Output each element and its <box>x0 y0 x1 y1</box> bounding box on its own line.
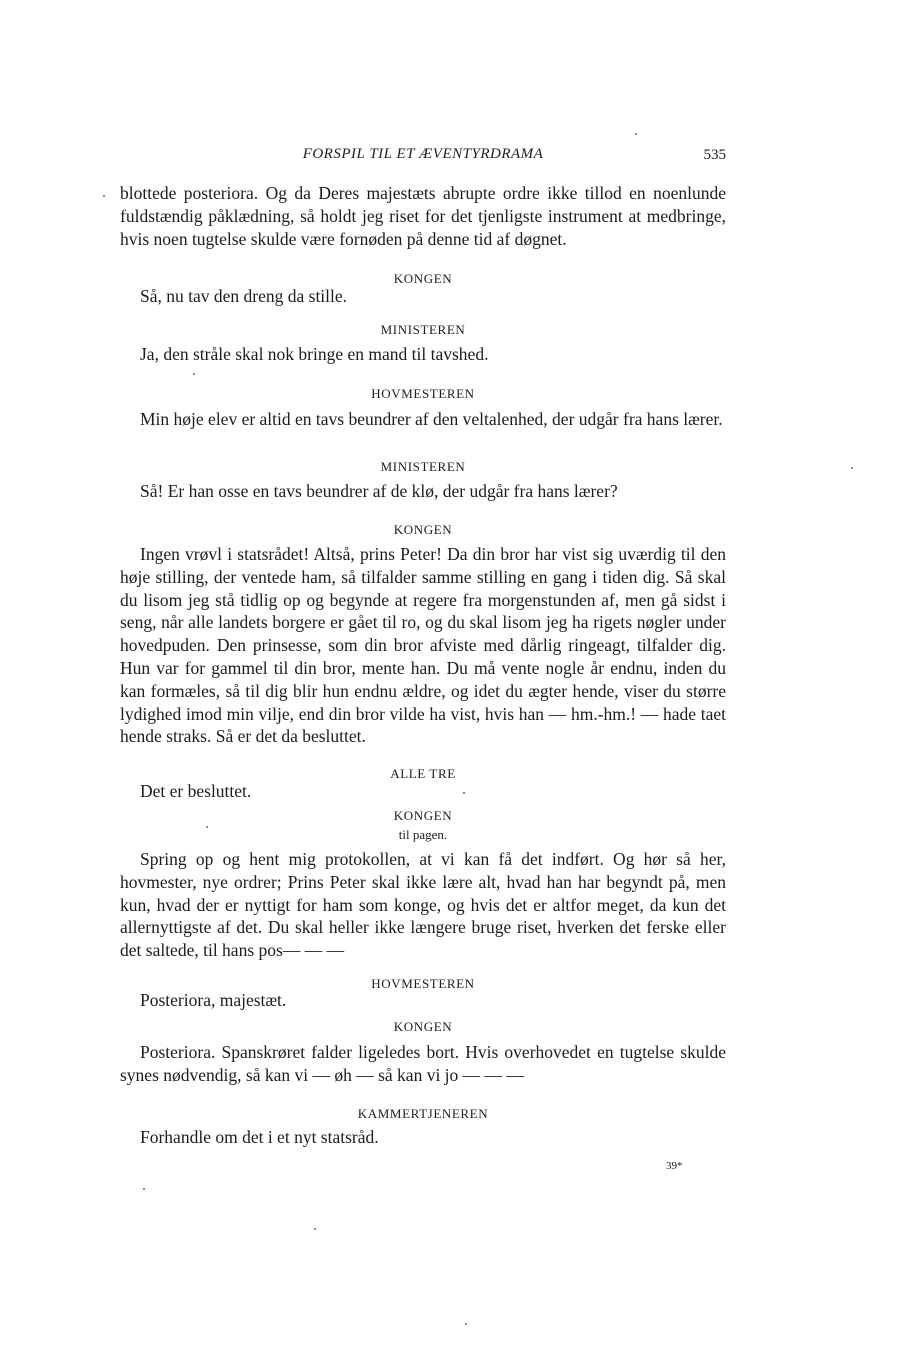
scan-speck <box>314 1228 316 1230</box>
speaker-kongen: KONGEN <box>393 271 453 286</box>
dialogue-paragraph: Spring op og hent mig protokollen, at vi kan få det indført. Og hør så her, hovmester, nye ordrer; Prins Peter skal ikke lære alt, hvad han har begyndt på, men kun, hvad der er nyttigt for ham som konge, og hvis det er altfor meget, da kun det allernyttigste af det. Du skal heller ikke længere bruge riset, hverken det ferske eller det saltede, til hans pos— — — <box>120 849 726 961</box>
stage-direction: til pagen. <box>398 827 448 842</box>
speaker-hovmesteren: HOVMESTEREN <box>371 386 475 401</box>
running-title: FORSPIL TIL ET ÆVENTYRDRAMA <box>302 146 544 162</box>
scan-speck <box>193 373 195 375</box>
speaker-kongen: KONGEN <box>393 522 453 537</box>
dialogue-line: Så! Er han osse en tavs beundrer af de klø, der udgår fra hans lærer? <box>140 481 618 501</box>
dialogue-line: Det er besluttet. <box>140 781 252 801</box>
page-number: 535 <box>703 147 726 163</box>
opening-paragraph: blottede posteriora. Og da Deres majestæts abrupte ordre ikke tillod en noenlunde fuldstændig påklædning, så holdt jeg riset for det tjenligste instrument at medbringe, hvis noen tugtelse skulde være fornøden på denne tid af døgnet. <box>120 183 726 249</box>
speaker-hovmesteren: HOVMESTEREN <box>371 976 475 991</box>
speaker-ministeren: MINISTEREN <box>380 459 466 474</box>
scan-speck <box>103 195 105 197</box>
speaker-kammertjeneren: KAMMERTJENEREN <box>357 1106 489 1121</box>
dialogue-line: Så, nu tav den dreng da stille. <box>140 286 348 306</box>
scan-speck <box>143 1188 145 1190</box>
speaker-ministeren: MINISTEREN <box>380 322 466 337</box>
speaker-alle-tre: ALLE TRE <box>390 766 456 781</box>
scan-speck <box>206 826 208 828</box>
scan-speck <box>851 467 853 469</box>
scan-speck <box>465 1323 467 1325</box>
dialogue-line: Forhandle om det i et nyt statsråd. <box>140 1127 379 1147</box>
dialogue-paragraph: Posteriora. Spanskrøret falder ligeledes bort. Hvis overhovedet en tugtelse skulde synes nødvendig, så kan vi — øh — så kan vi jo — — — <box>120 1042 726 1085</box>
scan-speck <box>463 792 465 794</box>
speaker-kongen: KONGEN <box>393 1019 453 1034</box>
dialogue-line: Posteriora, majestæt. <box>140 990 287 1010</box>
dialogue-line: Min høje elev er altid en tavs beundrer af den veltalenhed, der udgår fra hans lærer. <box>140 409 723 429</box>
dialogue-paragraph: Ingen vrøvl i statsrådet! Altså, prins Peter! Da din bror har vist sig uværdig til den høje stilling, der ventede ham, så tilfalder samme stilling en gang i tiden dig. Så skal du lisom jeg stå tidlig op og begynde at regere fra morgenstunden af, men gå sidst i seng, når alle landets borgere er gået til ro, og du skal lisom jeg ha rigets nøgler under hovedpuden. Den prinsesse, som din bror afviste med dårlig ringeagt, tilfalder dig. Hun var for gammel til din bror, mente han. Du må vente nogle år endnu, inden du kan formæles, så til dig blir hun endnu ældre, og idet du ægter hende, viser du større lydighed imod min vilje, end din bror vilde ha vist, hvis han — hm.-hm.! — hade taet hende straks. Så er det da besluttet. <box>120 544 726 747</box>
page-header <box>120 146 726 168</box>
scan-speck <box>635 133 637 135</box>
dialogue-line: Ja, den stråle skal nok bringe en mand til tavshed. <box>140 344 489 364</box>
speaker-kongen: KONGEN <box>393 808 453 823</box>
signature-mark: 39* <box>666 1160 683 1172</box>
